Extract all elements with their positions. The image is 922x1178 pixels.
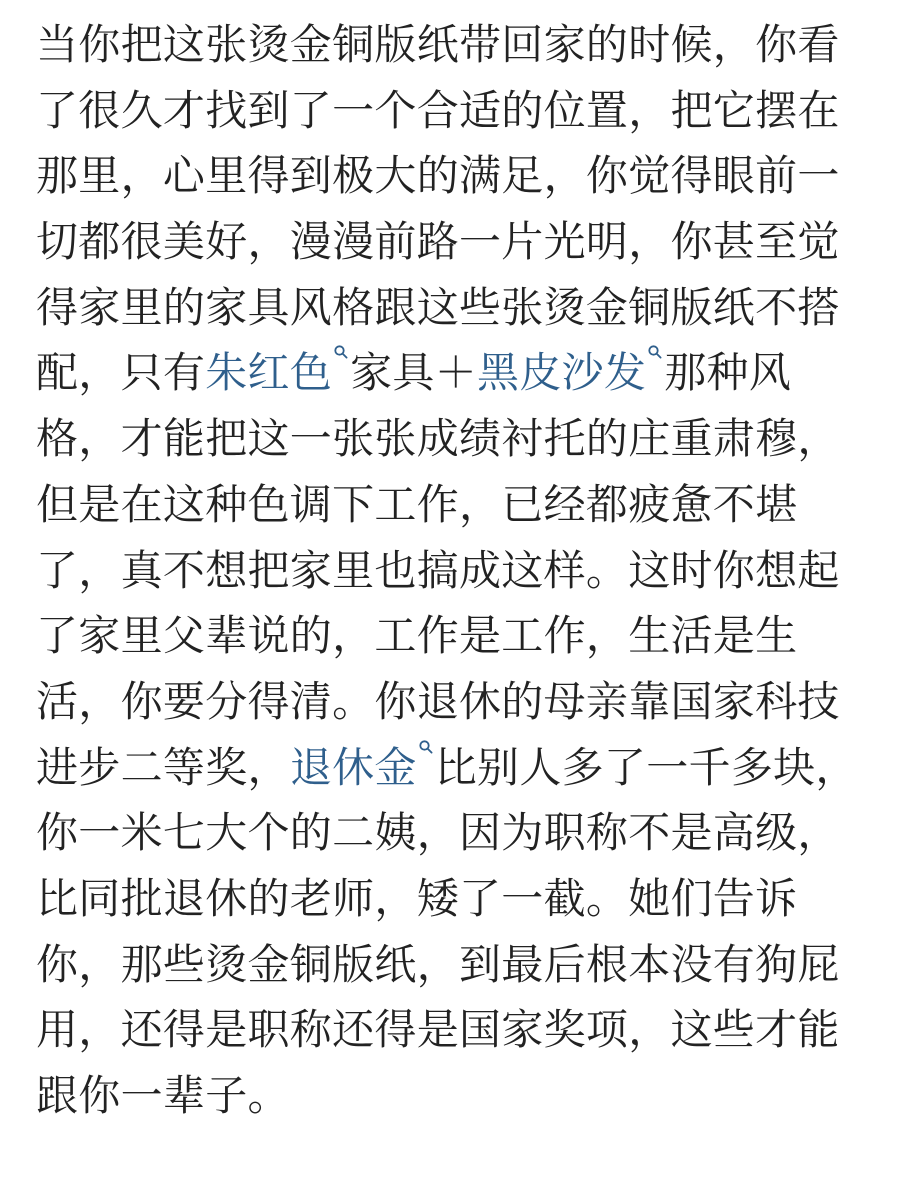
text-line: 用，还得是职称还得是国家奖项，这些才能 — [36, 1005, 840, 1055]
search-icon[interactable] — [646, 344, 664, 370]
keyword-link-tuixiujin[interactable]: 退休金 — [289, 742, 417, 792]
text-line: 得家里的家具风格跟这些张烫金铜版纸不搭 — [36, 282, 840, 332]
text-line: 切都很美好，漫漫前路一片光明，你甚至觉 — [36, 217, 840, 267]
text-segment: 配，只有 — [36, 348, 206, 398]
text-line: 了很久才找到了一个合适的位置，把它摆在 — [36, 85, 840, 135]
text-segment: 家具＋ — [350, 348, 478, 398]
search-icon[interactable] — [417, 739, 435, 765]
article-text — [36, 12, 896, 1129]
text-line: 了，真不想把家里也搞成这样。这时你想起 — [36, 545, 840, 595]
keyword-link-zhuhongse[interactable]: 朱红色 — [205, 348, 333, 398]
text-line: 但是在这种色调下工作，已经都疲惫不堪 — [36, 479, 798, 529]
keyword-link-heipishafa[interactable]: 黑皮沙发 — [477, 348, 647, 398]
text-segment: 进步二等奖， — [36, 742, 290, 792]
text-line — [36, 340, 896, 406]
text-line: 你一米七大个的二姨，因为职称不是高级， — [36, 808, 840, 858]
text-line: 当你把这张烫金铜版纸带回家的时候，你看 — [36, 20, 840, 69]
text-line: 你，那些烫金铜版纸，到最后根本没有狗屁 — [36, 939, 840, 989]
text-line: 活，你要分得清。你退休的母亲靠国家科技 — [36, 676, 840, 726]
search-icon[interactable] — [332, 344, 350, 370]
text-line: 比同批退休的老师，矮了一截。她们告诉 — [36, 873, 798, 923]
text-line: 那里，心里得到极大的满足，你觉得眼前一 — [36, 151, 840, 201]
text-segment: 比别人多了一千多块， — [434, 742, 858, 792]
text-line: 格，才能把这一张张成绩衬托的庄重肃穆， — [36, 414, 840, 464]
text-segment: 那种风 — [664, 348, 792, 398]
text-line: 了家里父辈说的，工作是工作，生活是生 — [36, 611, 798, 661]
text-line — [36, 735, 896, 801]
text-line: 跟你一辈子。 — [36, 1071, 290, 1120]
